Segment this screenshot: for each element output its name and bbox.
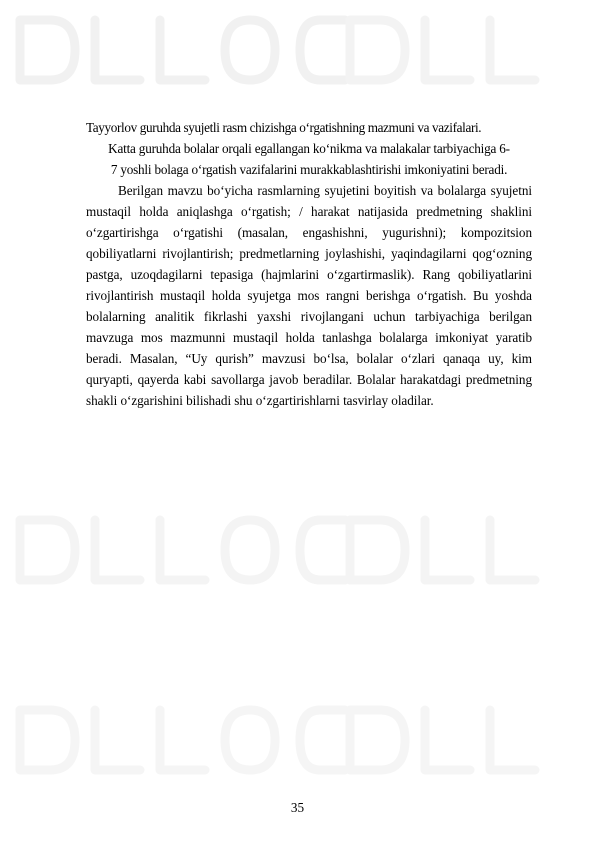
body-paragraph: Berilgan mavzu bo‘yicha rasmlarning syujetini boyitish va bolalarga syujetni mustaqil holda aniqlashga o‘rgatish; / harakat natijasida predmetning shaklini o‘zgartirishga o‘rgatishi (masalan, engashishni, yugurishni); kompozitsion qobiliyatlarni rivojlantirish; predmetlarning joylashishi, yaqindagilarni qog‘ozning pastga, uzoqdagilarni tepasiga (hajmlarini o‘zgartirmaslik). Rang qobiliyatlarini rivojlantirish mustaqil holda syujetga mos rangni berishga o‘rgatish. Bu yoshda bolalarning analitik fikrlashi yaxshi rivojlangani uchun tarbiyachiga berilgan mavzuga mos mazmunni mustaqil holda tanlashga bolalarga imkoniyat yaratib beradi. Masalan, “Uy qurish” mavzusi bo‘lsa, bolalar o‘zlari qanaqa uy, kim quryapti, qayerda kabi savollarga javob beradilar. Bolalar harakatdagi predmetning shakli o‘zgarishini bilishadi shu o‘zgartirishlarni tasvirlay oladilar. xyxy=(86,183,532,408)
section-heading-line-1: Tayyorlov guruhda syujetli rasm chizishga o‘rgatishning mazmuni va vazifalari. xyxy=(86,120,482,135)
page-content xyxy=(86,117,532,411)
section-heading-line-3: 7 yoshli bolaga o‘rgatish vazifalarini murakkablashtirishi imkoniyatini beradi. xyxy=(110,162,508,177)
page-number: 35 xyxy=(290,800,305,815)
section-heading-line-2: Katta guruhda bolalar orqali egallangan ko‘nikma va malakalar tarbiyachiga 6- xyxy=(108,141,510,156)
